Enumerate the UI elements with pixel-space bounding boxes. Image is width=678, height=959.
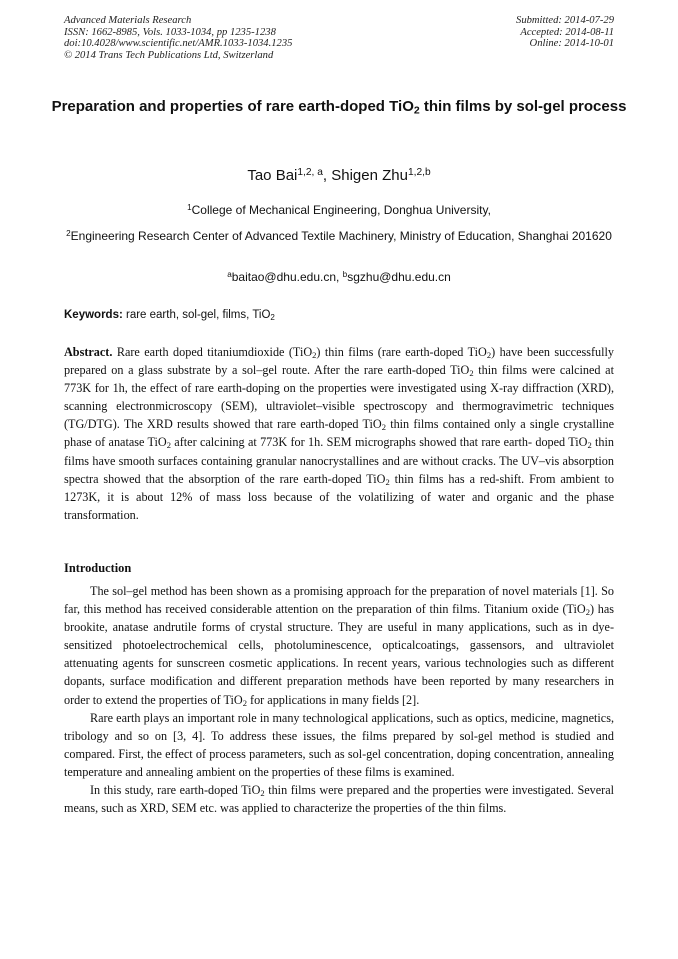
journal-name: Advanced Materials Research <box>64 15 192 26</box>
section-heading: Introduction <box>64 561 132 575</box>
journal-issn: ISSN: 1662-8985, Vols. 1033-1034, pp 1235-1238 <box>64 26 276 38</box>
journal-header <box>64 15 292 62</box>
author-name: Tao Bai <box>247 167 298 184</box>
abstract-label: Abstract. <box>64 345 113 359</box>
author-emails: $^a$baitao@dhu.edu.cn, $^b$sgzhu@dhu.edu.cn <box>227 269 451 284</box>
accepted-date: Accepted: 2014-08-11 <box>520 26 614 38</box>
author-name: Shigen Zhu <box>331 167 408 184</box>
email-link[interactable]: baitao@dhu.edu.cn, <box>231 270 343 284</box>
journal-copyright: © 2014 Trans Tech Publications Ltd, Switzerland <box>64 50 274 62</box>
keywords-label: Keywords: <box>64 309 123 321</box>
submitted-date: Submitted: 2014-07-29 <box>516 15 614 26</box>
author-list: Tao Bai$^{1,2, a}$, Shigen Zhu$^{1,2,b}$ <box>247 166 431 184</box>
abstract-paragraph: Abstract. Rare earth doped titaniumdioxide (TiO$_2$) thin films (rare earth-doped TiO$_2$) have been successfully prepared on a glass substrate by a sol–gel route. After the rare earth-doped TiO$_2$ thin films were calcined at 773K for 1h, the effect of rare earth-doping on the properties were investigated using X-ray diffraction (XRD), scanning electronmicroscopy (SEM), ultraviolet–visible spectroscopy and thermogravimetric techniques (TG/DTG). The XRD results showed that rare earth-doped TiO$_2$ thin films contained only a single crystalline phase of anatase TiO$_2$ after calcining at 773K for 1h. SEM micrographs showed that rare earth- doped TiO$_2$ thin films have smooth surfaces containing granular nanocrystallines and are without cracks. The UV–vis absorption spectra showed that the absorption of the rare earth-doped TiO$_2$ thin films has a red-shift. From ambient to 1273K, it is about 12% of mass loss because of the volatilizing of water and organic and the phase transformation. <box>64 345 615 522</box>
affiliation-1: $^1$College of Mechanical Engineering, Donghua University, <box>187 202 491 217</box>
introduction-body <box>64 582 614 817</box>
journal-doi: doi:10.4028/www.scientific.net/AMR.1033-1034.1235 <box>64 38 293 50</box>
online-date: Online: 2014-10-01 <box>529 38 614 50</box>
submission-dates <box>516 15 614 50</box>
paragraph: In this study, rare earth-doped TiO$_2$ thin films were prepared and the properties were investigated. Several means, such as XRD, SEM etc. was applied to characterize the properties of the thin films. <box>64 783 614 816</box>
keywords-line: Keywords: rare earth, sol-gel, films, TiO$_2$ <box>64 309 275 322</box>
paragraph: Rare earth plays an important role in many technological applications, such as optics, medicine, magnetics, tribology and so on [3, 4]. To address these issues, the films prepared by sol-gel method is studied and compared. First, the effect of process parameters, such as sol-gel concentration, doping concentration, annealing temperature and annealing ambient on the properties of these films is examined. <box>64 710 614 779</box>
email-link[interactable]: sgzhu@dhu.edu.cn <box>347 270 451 284</box>
paragraph: The sol–gel method has been shown as a promising approach for the preparation of novel materials [1]. So far, this method has received considerable attention on the preparation of thin films. Titanium oxide (TiO$_2$) has brookite, anatase andrutile forms of crystal structure. They are useful in many applications, such as in dye-sensitized photoelectrochemical cells, photoluminescence, opticalcoatings, gassensors, and ultraviolet attenuating agents for sunscreen cosmetic applications. In recent years, various technologies such as different dopants, surface modification and different preparation methods have been reported by many researchers in order to extend the properties of TiO$_2$ for applications in many fields [2]. <box>64 584 614 708</box>
affiliation-2: $^2$Engineering Research Center of Advanced Textile Machinery, Ministry of Education, Shanghai 201620 <box>66 228 612 243</box>
paper-title: Preparation and properties of rare earth-doped TiO$_2$ thin films by sol-gel process <box>51 98 627 117</box>
